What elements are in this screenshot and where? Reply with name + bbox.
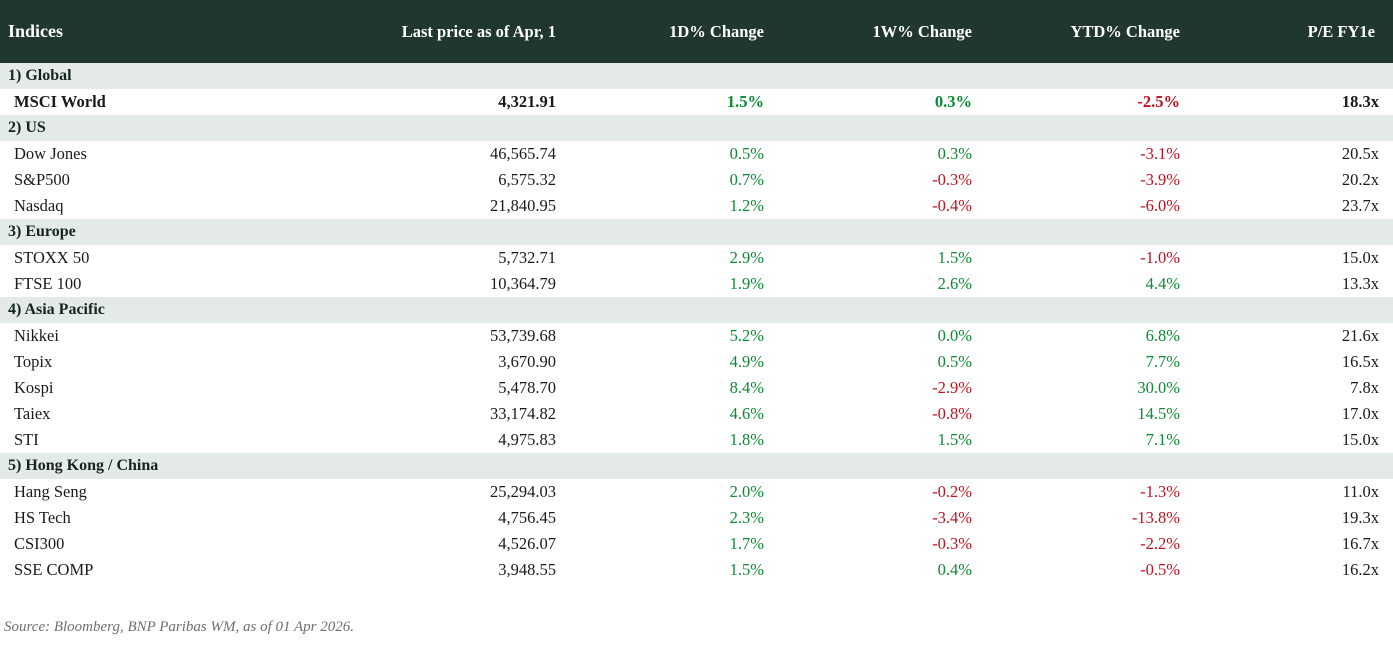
index-name: HS Tech bbox=[0, 505, 312, 531]
index-last-price: 53,739.68 bbox=[312, 323, 570, 349]
group-label: 1) Global bbox=[0, 63, 1393, 89]
index-1d-change: 1.2% bbox=[570, 193, 778, 219]
index-name: Nikkei bbox=[0, 323, 312, 349]
index-pe-fy1e: 17.0x bbox=[1194, 401, 1393, 427]
index-1w-change: 1.5% bbox=[778, 245, 986, 271]
index-ytd-change: -2.2% bbox=[986, 531, 1194, 557]
table-row bbox=[0, 323, 1393, 349]
index-1w-change: 1.5% bbox=[778, 427, 986, 453]
index-pe-fy1e: 13.3x bbox=[1194, 271, 1393, 297]
index-1w-change: 0.3% bbox=[778, 89, 986, 115]
index-1w-change: -0.3% bbox=[778, 531, 986, 557]
index-pe-fy1e: 16.5x bbox=[1194, 349, 1393, 375]
index-1d-change: 0.7% bbox=[570, 167, 778, 193]
index-ytd-change: 30.0% bbox=[986, 375, 1194, 401]
index-1w-change: 2.6% bbox=[778, 271, 986, 297]
table-body bbox=[0, 63, 1393, 583]
index-ytd-change: -13.8% bbox=[986, 505, 1194, 531]
index-1d-change: 2.0% bbox=[570, 479, 778, 505]
table-row bbox=[0, 167, 1393, 193]
index-1d-change: 8.4% bbox=[570, 375, 778, 401]
index-ytd-change: -0.5% bbox=[986, 557, 1194, 583]
index-ytd-change: 7.1% bbox=[986, 427, 1194, 453]
index-last-price: 5,732.71 bbox=[312, 245, 570, 271]
index-pe-fy1e: 20.5x bbox=[1194, 141, 1393, 167]
index-1w-change: -0.2% bbox=[778, 479, 986, 505]
index-ytd-change: 6.8% bbox=[986, 323, 1194, 349]
group-row bbox=[0, 115, 1393, 141]
table-header bbox=[0, 0, 1393, 63]
index-ytd-change: 14.5% bbox=[986, 401, 1194, 427]
index-1d-change: 4.6% bbox=[570, 401, 778, 427]
table-row bbox=[0, 375, 1393, 401]
index-pe-fy1e: 16.2x bbox=[1194, 557, 1393, 583]
index-1w-change: -0.8% bbox=[778, 401, 986, 427]
index-last-price: 10,364.79 bbox=[312, 271, 570, 297]
table-row bbox=[0, 141, 1393, 167]
index-last-price: 6,575.32 bbox=[312, 167, 570, 193]
index-name: STI bbox=[0, 427, 312, 453]
index-name: FTSE 100 bbox=[0, 271, 312, 297]
index-last-price: 46,565.74 bbox=[312, 141, 570, 167]
index-pe-fy1e: 21.6x bbox=[1194, 323, 1393, 349]
index-pe-fy1e: 15.0x bbox=[1194, 245, 1393, 271]
index-last-price: 33,174.82 bbox=[312, 401, 570, 427]
index-name: Nasdaq bbox=[0, 193, 312, 219]
header-row bbox=[0, 0, 1393, 63]
index-ytd-change: -6.0% bbox=[986, 193, 1194, 219]
index-name: MSCI World bbox=[0, 89, 312, 115]
group-label: 5) Hong Kong / China bbox=[0, 453, 1393, 479]
column-header-ytd-change: YTD% Change bbox=[986, 0, 1194, 63]
table-row bbox=[0, 479, 1393, 505]
index-1d-change: 4.9% bbox=[570, 349, 778, 375]
index-pe-fy1e: 18.3x bbox=[1194, 89, 1393, 115]
index-1d-change: 0.5% bbox=[570, 141, 778, 167]
index-1d-change: 1.9% bbox=[570, 271, 778, 297]
table-row bbox=[0, 427, 1393, 453]
index-last-price: 4,321.91 bbox=[312, 89, 570, 115]
table-row bbox=[0, 349, 1393, 375]
column-header-1w-change: 1W% Change bbox=[778, 0, 986, 63]
index-last-price: 4,526.07 bbox=[312, 531, 570, 557]
column-header-1d-change: 1D% Change bbox=[570, 0, 778, 63]
index-pe-fy1e: 15.0x bbox=[1194, 427, 1393, 453]
table-row bbox=[0, 193, 1393, 219]
index-1w-change: 0.3% bbox=[778, 141, 986, 167]
index-1d-change: 5.2% bbox=[570, 323, 778, 349]
index-ytd-change: -3.9% bbox=[986, 167, 1194, 193]
index-pe-fy1e: 19.3x bbox=[1194, 505, 1393, 531]
column-header-indices: Indices bbox=[0, 0, 312, 63]
index-pe-fy1e: 7.8x bbox=[1194, 375, 1393, 401]
group-row bbox=[0, 219, 1393, 245]
index-1w-change: -0.3% bbox=[778, 167, 986, 193]
index-ytd-change: 4.4% bbox=[986, 271, 1194, 297]
column-header-last-price: Last price as of Apr, 1 bbox=[312, 0, 570, 63]
index-pe-fy1e: 11.0x bbox=[1194, 479, 1393, 505]
index-last-price: 3,670.90 bbox=[312, 349, 570, 375]
index-name: CSI300 bbox=[0, 531, 312, 557]
table-row bbox=[0, 401, 1393, 427]
index-last-price: 4,756.45 bbox=[312, 505, 570, 531]
index-name: Taiex bbox=[0, 401, 312, 427]
group-row bbox=[0, 297, 1393, 323]
column-header-pe-fy1e: P/E FY1e bbox=[1194, 0, 1393, 63]
index-1w-change: 0.0% bbox=[778, 323, 986, 349]
table-row bbox=[0, 531, 1393, 557]
source-note: Source: Bloomberg, BNP Paribas WM, as of 01 Apr 2026. bbox=[4, 619, 354, 635]
index-1d-change: 1.7% bbox=[570, 531, 778, 557]
index-pe-fy1e: 16.7x bbox=[1194, 531, 1393, 557]
index-1w-change: 0.5% bbox=[778, 349, 986, 375]
table-row bbox=[0, 245, 1393, 271]
index-1w-change: -3.4% bbox=[778, 505, 986, 531]
index-pe-fy1e: 23.7x bbox=[1194, 193, 1393, 219]
index-ytd-change: -3.1% bbox=[986, 141, 1194, 167]
index-last-price: 3,948.55 bbox=[312, 557, 570, 583]
index-name: S&P500 bbox=[0, 167, 312, 193]
table-row bbox=[0, 271, 1393, 297]
index-name: Topix bbox=[0, 349, 312, 375]
table-row bbox=[0, 557, 1393, 583]
group-label: 2) US bbox=[0, 115, 1393, 141]
index-1w-change: -0.4% bbox=[778, 193, 986, 219]
index-last-price: 4,975.83 bbox=[312, 427, 570, 453]
table-row bbox=[0, 89, 1393, 115]
index-ytd-change: -1.3% bbox=[986, 479, 1194, 505]
group-row bbox=[0, 453, 1393, 479]
index-1w-change: -2.9% bbox=[778, 375, 986, 401]
index-last-price: 25,294.03 bbox=[312, 479, 570, 505]
index-name: Dow Jones bbox=[0, 141, 312, 167]
index-name: Hang Seng bbox=[0, 479, 312, 505]
index-last-price: 21,840.95 bbox=[312, 193, 570, 219]
index-pe-fy1e: 20.2x bbox=[1194, 167, 1393, 193]
index-ytd-change: 7.7% bbox=[986, 349, 1194, 375]
index-1d-change: 1.5% bbox=[570, 89, 778, 115]
index-name: Kospi bbox=[0, 375, 312, 401]
group-label: 3) Europe bbox=[0, 219, 1393, 245]
table-row bbox=[0, 505, 1393, 531]
index-1d-change: 1.8% bbox=[570, 427, 778, 453]
group-row bbox=[0, 63, 1393, 89]
index-name: STOXX 50 bbox=[0, 245, 312, 271]
index-1d-change: 2.3% bbox=[570, 505, 778, 531]
index-1d-change: 1.5% bbox=[570, 557, 778, 583]
index-ytd-change: -2.5% bbox=[986, 89, 1194, 115]
index-1d-change: 2.9% bbox=[570, 245, 778, 271]
index-last-price: 5,478.70 bbox=[312, 375, 570, 401]
index-ytd-change: -1.0% bbox=[986, 245, 1194, 271]
index-name: SSE COMP bbox=[0, 557, 312, 583]
index-1w-change: 0.4% bbox=[778, 557, 986, 583]
group-label: 4) Asia Pacific bbox=[0, 297, 1393, 323]
